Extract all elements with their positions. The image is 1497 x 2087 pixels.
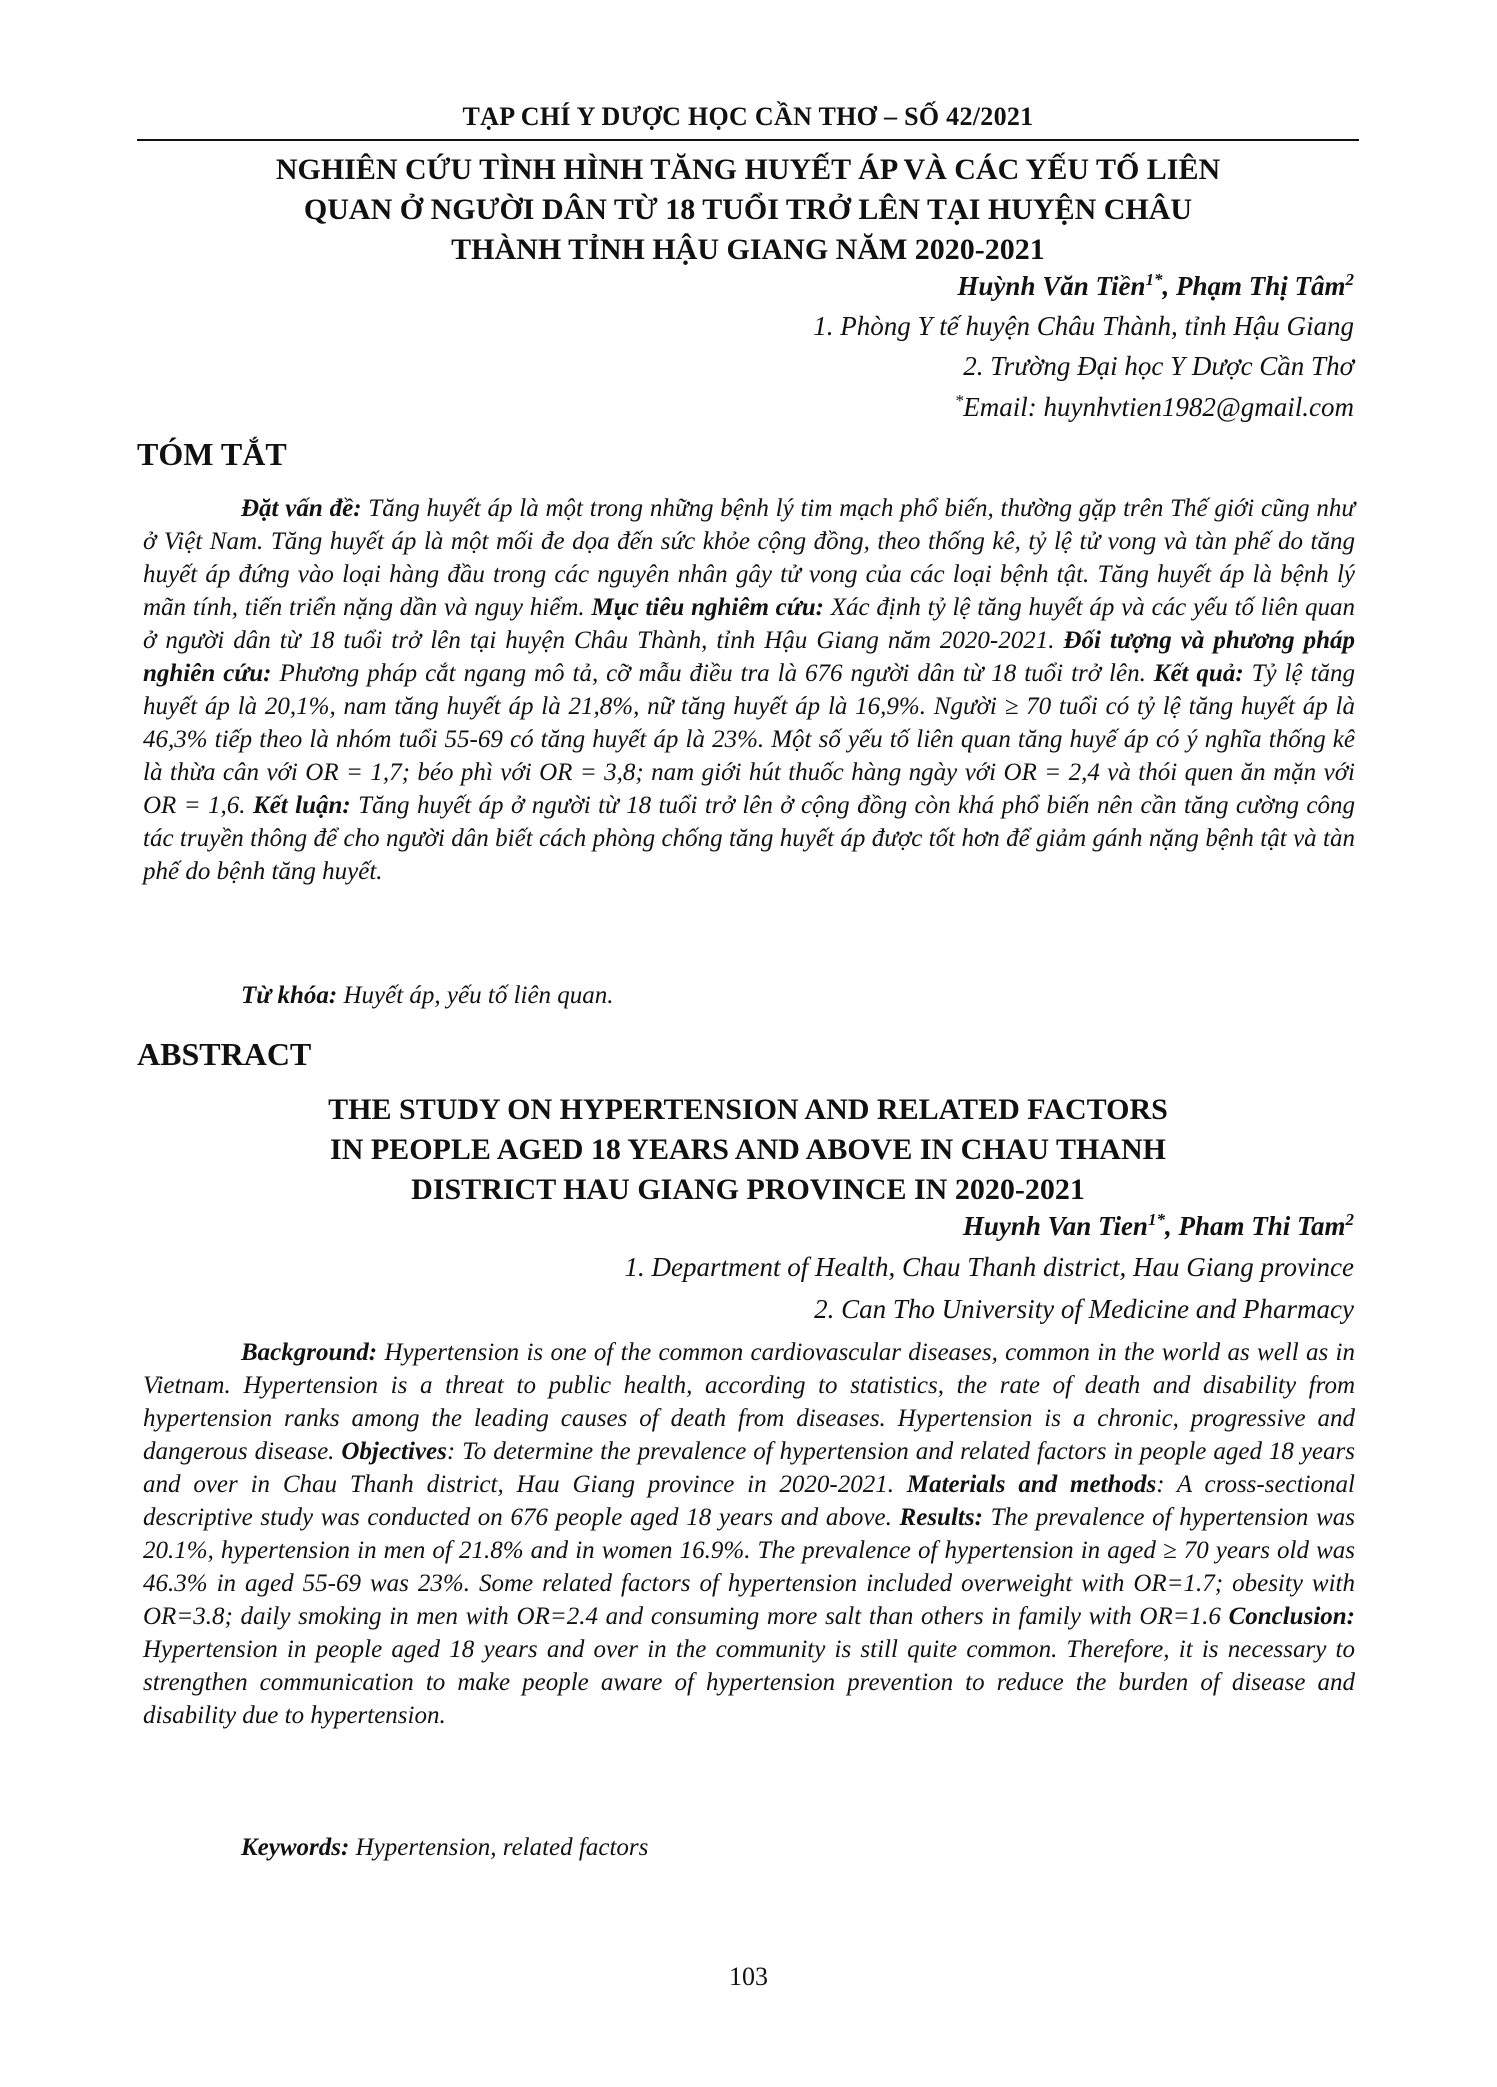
en-section-heading: ABSTRACT <box>137 1036 312 1072</box>
en-results-text: The prevalence of hypertension was 20.1%, hypertension in men of 21.8% and in women 16.9%. The prevalence of hypertension in aged ≥ 70 years old was 46.3% in aged 55-69 was 23%. Some related factors of hypertension included overweight with OR=1.7; obesity with OR=3.8; daily smoking in men with OR=2.4 and consuming more salt than others in family with OR=1.6 <box>143 1504 1356 1630</box>
vi-author-2: Phạm Thị Tâm <box>1175 271 1346 301</box>
en-title-line: IN PEOPLE AGED 18 YEARS AND ABOVE IN CHAU THANH <box>330 1133 1166 1166</box>
vi-keywords-text: Huyết áp, yếu tố liên quan. <box>337 982 614 1009</box>
en-conclusion-label: Conclusion: <box>1228 1603 1355 1630</box>
en-results-label: Results: <box>899 1504 983 1531</box>
vi-results-label: Kết quả: <box>1153 660 1244 687</box>
vi-affiliation-2: 2. Trường Đại học Y Dược Cần Thơ <box>963 351 1354 381</box>
en-author-2-mark: 2 <box>1345 1210 1354 1229</box>
vi-author-1: Huỳnh Văn Tiền <box>957 271 1146 301</box>
en-affiliation-2: 2. Can Tho University of Medicine and Pharmacy <box>814 1294 1354 1324</box>
email <box>955 390 1354 425</box>
vi-title-line: NGHIÊN CỨU TÌNH HÌNH TĂNG HUYẾT ÁP VÀ CÁC YẾU TỐ LIÊN <box>275 153 1221 186</box>
vi-background-text: Tăng huyết áp là một trong những bệnh lý tim mạch phổ biến, thường gặp trên Thế giới cũng như ở Việt Nam. Tăng huyết áp là một mối đe dọa đến sức khỏe cộng đồng, theo thống kê, tỷ lệ tử vong và tàn phế do tăng huyết áp đứng vào loại hàng đầu trong các nguyên nhân gây tử vong của các loại bệnh tật. Tăng huyết áp là bệnh lý mãn tính, tiến triển nặng dần và nguy hiểm. <box>143 495 1355 621</box>
vi-background-label: Đặt vấn đề: <box>241 495 362 522</box>
vi-objective-text: Xác định tỷ lệ tăng huyết áp và các yếu tố liên quan ở người dân từ 18 tuổi trở lên tại huyện Châu Thành, tỉnh Hậu Giang năm 2020-2021. <box>143 594 1355 654</box>
en-keywords-text: Hypertension, related factors <box>349 1834 649 1861</box>
vi-abstract <box>143 492 1355 888</box>
email-mark: * <box>954 391 964 410</box>
en-title-line: THE STUDY ON HYPERTENSION AND RELATED FACTORS <box>328 1093 1168 1126</box>
vi-methods-text: Phương pháp cắt ngang mô tả, cỡ mẫu điều tra là 676 người dân từ 18 tuổi trở lên. <box>271 660 1154 687</box>
vi-title-line: QUAN Ở NGƯỜI DÂN TỪ 18 TUỔI TRỞ LÊN TẠI HUYỆN CHÂU <box>303 193 1193 226</box>
page-number: 103 <box>729 1962 768 1991</box>
vi-title-line: THÀNH TỈNH HẬU GIANG NĂM 2020-2021 <box>451 233 1045 266</box>
vi-author-1-mark: 1* <box>1145 270 1163 289</box>
vi-keywords <box>241 982 614 1010</box>
vi-author-2-mark: 2 <box>1345 270 1354 289</box>
vi-conclusion-label: Kết luận: <box>252 792 351 819</box>
en-methods-label: Materials and methods <box>906 1471 1157 1498</box>
journal-header: TẠP CHÍ Y DƯỢC HỌC CẦN THƠ – SỐ 42/2021 <box>462 102 1034 131</box>
vi-section-heading: TÓM TẮT <box>137 436 287 472</box>
vi-methods-label: Đối tượng và phương pháp nghiên cứu: <box>143 627 1355 687</box>
vi-title <box>137 150 1359 270</box>
en-keywords-label: Keywords: <box>241 1834 350 1861</box>
vi-authors <box>957 269 1354 304</box>
en-keywords <box>241 1834 648 1862</box>
en-author-1-mark: 1* <box>1147 1210 1165 1229</box>
vi-affiliation-1: 1. Phòng Y tế huyện Châu Thành, tỉnh Hậu Giang <box>813 311 1354 341</box>
en-conclusion-text: Hypertension in people aged 18 years and over in the community is still quite common. Therefore, it is necessary to strengthen communication to make people aware of hypertension prevention to reduce the burden of disease and disability due to hypertension. <box>143 1636 1355 1729</box>
en-methods-text: : A cross-sectional descriptive study was conducted on 676 people aged 18 years and above. <box>143 1471 1355 1531</box>
header-rule <box>137 139 1359 141</box>
en-objective-text: : To determine the prevalence of hypertension and related factors in people aged 18 years and over in Chau Thanh district, Hau Giang province in 2020-2021. <box>143 1438 1355 1498</box>
en-title <box>137 1090 1359 1210</box>
en-authors <box>963 1209 1354 1244</box>
en-title-line: DISTRICT HAU GIANG PROVINCE IN 2020-2021 <box>411 1173 1085 1206</box>
vi-results-text: Tỷ lệ tăng huyết áp là 20,1%, nam tăng huyết áp là 21,8%, nữ tăng huyết áp là 16,9%. Người ≥ 70 tuổi có tỷ lệ tăng huyết áp là 46,3% tiếp theo là nhóm tuổi 55-69 có tăng huyết áp là 23%. Một số yếu tố liên quan tăng huyế áp có ý nghĩa thống kê là thừa cân với OR = 1,7; béo phì với OR = 3,8; nam giới hút thuốc hàng ngày với OR = 2,4 và thói quen ăn mặn với OR = 1,6. <box>143 660 1355 819</box>
en-author-sep: , <box>1164 1211 1179 1241</box>
email-text: Email: huynhvtien1982@gmail.com <box>963 392 1354 422</box>
vi-author-sep: , <box>1162 271 1176 301</box>
en-background-label: Background: <box>241 1339 378 1366</box>
vi-conclusion-text: Tăng huyết áp ở người từ 18 tuổi trở lên ở cộng đồng còn khá phổ biến nên cần tăng cường công tác truyền thông để cho người dân biết cách phòng chống tăng huyết áp được tốt hơn để giảm gánh nặng bệnh tật và tàn phế do bệnh tăng huyết. <box>143 792 1355 885</box>
en-author-2: Pham Thi Tam <box>1178 1211 1346 1241</box>
en-objective-label: Objectives <box>341 1438 447 1465</box>
en-author-1: Huynh Van Tien <box>962 1211 1148 1241</box>
vi-keywords-label: Từ khóa: <box>241 982 338 1009</box>
en-background-text: Hypertension is one of the common cardiovascular diseases, common in the world as well as in Vietnam. Hypertension is a threat to public health, according to statistics, the rate of death and disability from hypertension ranks among the leading causes of death from diseases. Hypertension is a chronic, progressive and dangerous disease. <box>143 1339 1355 1465</box>
en-abstract <box>143 1336 1355 1732</box>
vi-objective-label: Mục tiêu nghiêm cứu: <box>591 594 824 621</box>
en-affiliation-1: 1. Department of Health, Chau Thanh district, Hau Giang province <box>624 1252 1354 1282</box>
